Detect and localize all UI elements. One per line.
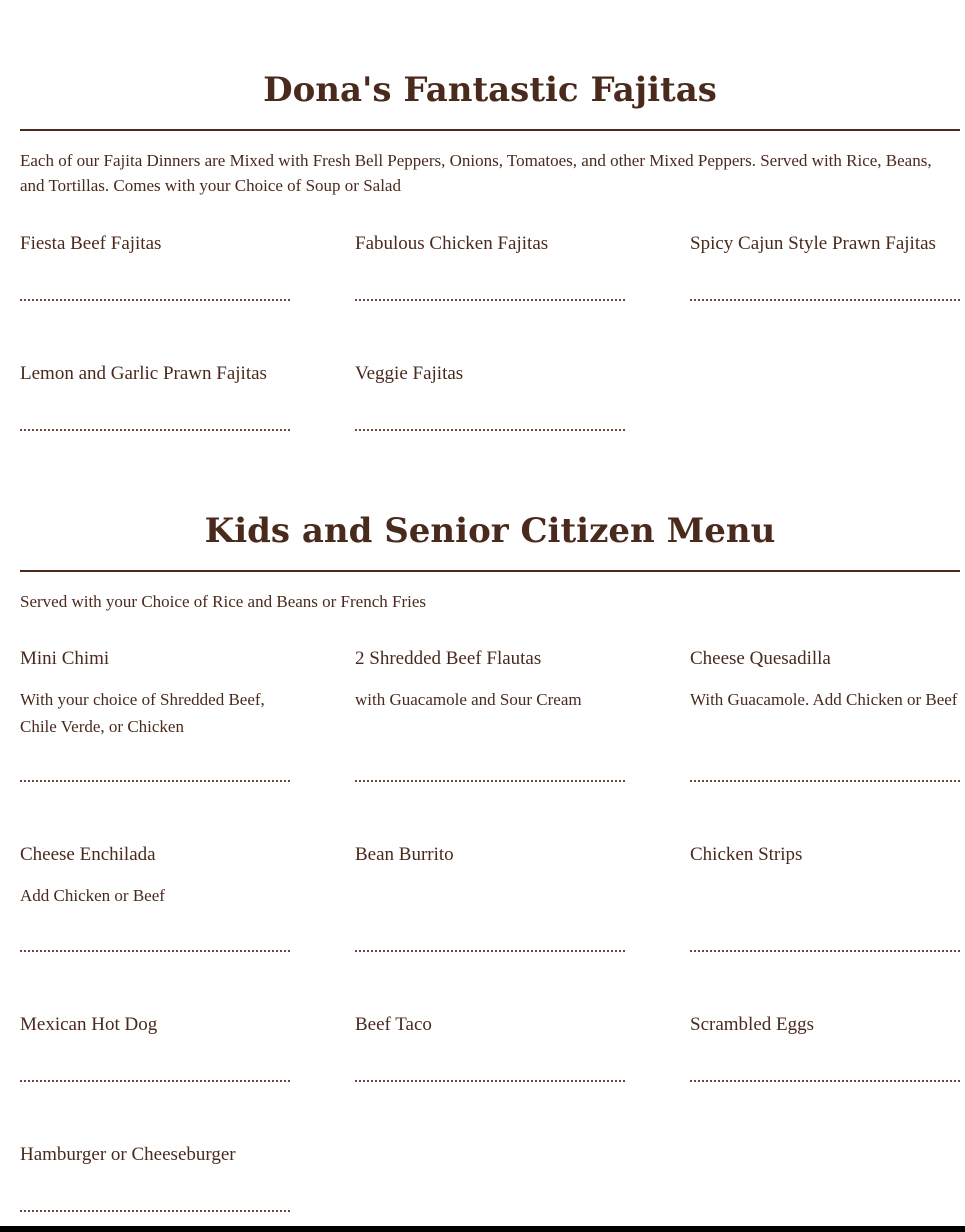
menu-item-name: Mini Chimi bbox=[20, 648, 110, 669]
price-leader bbox=[355, 780, 625, 782]
menu-item-description: Add Chicken or Beef bbox=[20, 886, 165, 905]
section-divider bbox=[20, 570, 960, 572]
menu-item-name: Cheese Quesadilla bbox=[690, 648, 831, 669]
menu-item bbox=[20, 843, 290, 953]
menu-item-description: With your choice of Shredded Beef, Chile Verde, or Chicken bbox=[20, 690, 265, 736]
menu-item bbox=[690, 843, 960, 953]
menu-item bbox=[20, 647, 290, 787]
menu-item bbox=[355, 647, 625, 787]
price-leader bbox=[690, 299, 960, 301]
price-leader bbox=[20, 429, 290, 431]
menu-item bbox=[20, 362, 290, 442]
menu-item bbox=[690, 232, 960, 312]
menu-item bbox=[690, 647, 960, 787]
price-leader bbox=[690, 950, 960, 952]
menu-item-name: Fiesta Beef Fajitas bbox=[20, 233, 162, 254]
price-leader bbox=[20, 950, 290, 952]
section-description-kids-senior: Served with your Choice of Rice and Beans or French Fries bbox=[20, 592, 427, 611]
section-divider bbox=[20, 129, 960, 131]
menu-item-name: Bean Burrito bbox=[355, 844, 454, 865]
menu-item bbox=[355, 362, 625, 442]
menu-item-name: Cheese Enchilada bbox=[20, 844, 156, 865]
section-title-fajitas: Dona's Fantastic Fajitas bbox=[263, 70, 717, 110]
menu-item-description: With Guacamole. Add Chicken or Beef bbox=[690, 690, 958, 709]
menu-item-name: Beef Taco bbox=[355, 1014, 432, 1035]
price-leader bbox=[355, 299, 625, 301]
menu-item-name: Spicy Cajun Style Prawn Fajitas bbox=[690, 233, 936, 254]
bottom-edge-bar bbox=[0, 1226, 965, 1232]
menu-item bbox=[355, 843, 625, 953]
price-leader bbox=[20, 1210, 290, 1212]
menu-item-name: Chicken Strips bbox=[690, 844, 803, 865]
menu-item bbox=[20, 232, 290, 312]
price-leader bbox=[690, 1080, 960, 1082]
section-description-fajitas: Each of our Fajita Dinners are Mixed with Fresh Bell Peppers, Onions, Tomatoes, and other Mixed Peppers. Served with Rice, Beans, and Tortillas. Comes with your Choice of Soup or Salad bbox=[20, 151, 932, 195]
price-leader bbox=[20, 1080, 290, 1082]
section-title-kids-senior: Kids and Senior Citizen Menu bbox=[204, 511, 776, 551]
price-leader bbox=[355, 950, 625, 952]
menu-item-name: Veggie Fajitas bbox=[355, 363, 464, 384]
price-leader bbox=[20, 780, 290, 782]
menu-item bbox=[20, 1143, 290, 1223]
menu-item bbox=[20, 1013, 290, 1093]
menu-item bbox=[690, 1013, 960, 1093]
menu-item-name: Fabulous Chicken Fajitas bbox=[355, 233, 549, 254]
price-leader bbox=[355, 429, 625, 431]
menu-item-name: 2 Shredded Beef Flautas bbox=[355, 648, 542, 669]
menu-item-description: with Guacamole and Sour Cream bbox=[355, 690, 582, 709]
price-leader bbox=[690, 780, 960, 782]
price-leader bbox=[20, 299, 290, 301]
menu-item-name: Scrambled Eggs bbox=[690, 1014, 815, 1035]
menu-item-name: Lemon and Garlic Prawn Fajitas bbox=[20, 363, 267, 384]
menu-item-name: Mexican Hot Dog bbox=[20, 1014, 158, 1035]
menu-item bbox=[355, 1013, 625, 1093]
menu-item bbox=[355, 232, 625, 312]
price-leader bbox=[355, 1080, 625, 1082]
menu-item-name: Hamburger or Cheeseburger bbox=[20, 1144, 236, 1165]
